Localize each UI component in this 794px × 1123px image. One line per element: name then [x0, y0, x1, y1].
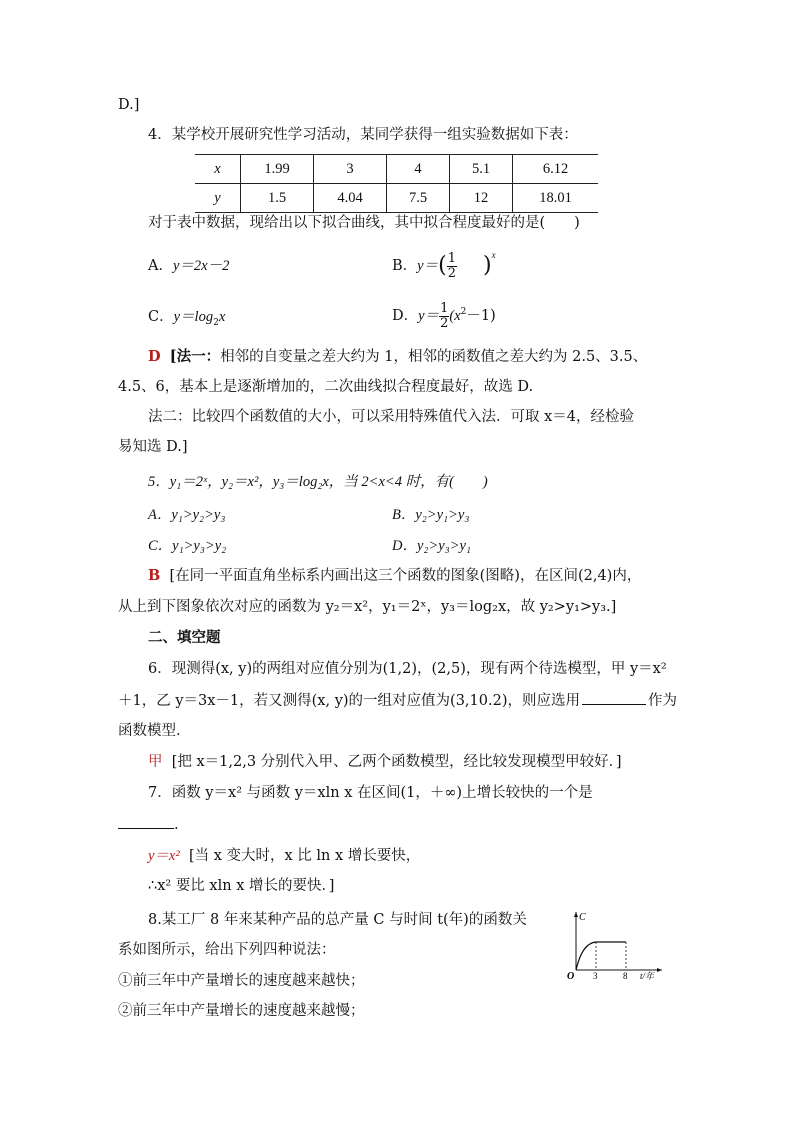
right-paren: ): [482, 253, 492, 278]
table-cell: 7.5: [387, 184, 450, 213]
table-cell: 12: [450, 184, 513, 213]
q5-explanation-1: B [在同一平面直角坐标系内画出这三个函数的图象(图略)，在区间(2,4)内，: [148, 567, 642, 584]
left-paren: (: [438, 253, 447, 278]
q7-stem: 7．函数 y＝x² 与函数 y＝xln x 在区间(1，＋∞)上增长较快的一个是: [148, 785, 593, 801]
production-curve: [576, 942, 626, 970]
table-row-y: [195, 184, 598, 213]
q5-option-a: A．y₁>y₂>y₃: [148, 507, 226, 523]
q4-explanation-4: 易知选 D.]: [118, 439, 188, 455]
answer-blank[interactable]: [118, 814, 174, 829]
q5-explanation-2: 从上到下图象依次对应的函数为 y₂＝x²，y₁＝2ˣ，y₃＝log₂x，故 y₂>y₁>y₃.]: [118, 599, 617, 615]
q6-stem-1: 6．现测得(x, y)的两组对应值分别为(1,2)，(2,5)，现有两个待选模型，甲 y＝x²: [148, 661, 667, 677]
q7-explanation-2: ∴x² 要比 xln x 增长的要快．]: [148, 878, 335, 894]
q8-stem-2: 系如图所示，给出下列四种说法：: [118, 942, 336, 958]
table-header-x: x: [195, 155, 241, 184]
table-cell: 18.01: [513, 184, 599, 213]
table-cell: 4: [387, 155, 450, 184]
answer-letter: B: [148, 567, 161, 584]
q4-explanation-3: 法二：比较四个函数值的大小，可以采用特殊值代入法．可取 x＝4，经检验: [148, 409, 635, 425]
q6-stem-2: ＋1，乙 y＝3x－1，若又测得(x, y)的一组对应值为(3,10.2)，则应选用 作为: [118, 690, 677, 711]
q4-option-c: C．$y=\log_2x$: [148, 309, 226, 328]
q4-question: 对于表中数据，现给出以下拟合曲线，其中拟合程度最好的是( ): [148, 215, 580, 231]
table-cell: 1.99: [241, 155, 314, 184]
q4-option-a: [148, 256, 229, 276]
q6-explanation: 甲 [把 x＝1,2,3 分别代入甲、乙两个函数模型，经比较发现模型甲较好．]: [148, 754, 622, 770]
option-expr: y＝2x－2: [172, 258, 230, 274]
option-label: D．: [392, 308, 419, 324]
answer-text: y＝x²: [148, 848, 180, 864]
option-label: A．: [148, 258, 173, 274]
q7-explanation-1: y＝x² [当 x 变大时，x 比 ln x 增长要快，: [148, 848, 421, 864]
fraction: $\frac{1}{2}$: [447, 250, 456, 281]
y-axis-arrow: [574, 912, 578, 917]
q4-option-d: D．y＝ $\frac{1}{2}$ $(x^2-1)$: [392, 300, 496, 331]
q5-option-b: B．y₂>y₁>y₃: [392, 507, 470, 523]
y-axis-label: C: [579, 912, 586, 923]
table-cell: 5.1: [450, 155, 513, 184]
table-cell: 3: [314, 155, 387, 184]
table-cell: 6.12: [513, 155, 599, 184]
answer-letter: D: [148, 348, 161, 365]
q5-option-c: C．y₁>y₃>y₂: [148, 538, 227, 554]
q4-explanation-2: 4.5、6，基本上是逐渐增加的，二次曲线拟合程度最好，故选 D.: [118, 379, 534, 395]
q5-option-d: D．y₂>y₃>y₁: [392, 538, 471, 554]
q4-explanation-1: D [法一：相邻的自变量之差大约为 1，相邻的函数值之差大约为 2.5、3.5、: [148, 348, 648, 365]
q8-statement-1: ①前三年中产量增长的速度越来越快；: [118, 973, 365, 989]
q4-stem: 4．某学校开展研究性学习活动，某同学获得一组实验数据如下表：: [148, 127, 578, 143]
section-heading: 二、填空题: [148, 630, 221, 646]
option-label: B．: [392, 258, 418, 274]
x-axis-label: t/年: [640, 971, 655, 980]
tick-label-3: 3: [593, 971, 598, 980]
option-label: C．: [148, 309, 174, 325]
table-cell: 1.5: [241, 184, 314, 213]
table-cell: 4.04: [314, 184, 387, 213]
answer-text: 甲: [148, 754, 163, 770]
q7-blank-line: .: [118, 814, 179, 835]
x-axis-arrow: [657, 968, 662, 972]
q4-option-b: B．y＝( $\frac{1}{2}$ )$^x$: [392, 250, 496, 281]
table-row-x: [195, 155, 598, 184]
option-expr: y＝: [417, 258, 439, 274]
q5-stem: 5．y₁＝2ˣ，y₂＝x²，y₃＝log₂x，当 2<x<4 时，有( ): [148, 474, 488, 490]
prev-answer-end: D.]: [118, 97, 140, 113]
answer-blank[interactable]: [582, 690, 646, 705]
q4-data-table: [195, 154, 598, 213]
q8-stem-1: 8.某工厂 8 年来某种产品的总产量 C 与时间 t(年)的函数关: [148, 912, 527, 928]
fraction: $\frac{1}{2}$: [440, 300, 449, 331]
q6-stem-3: 函数模型．: [118, 723, 191, 739]
table-header-y: y: [195, 184, 241, 213]
q8-graph: [562, 908, 667, 980]
origin-label: O: [567, 971, 575, 980]
q8-statement-2: ②前三年中产量增长的速度越来越慢；: [118, 1003, 365, 1019]
tick-label-8: 8: [623, 971, 628, 980]
